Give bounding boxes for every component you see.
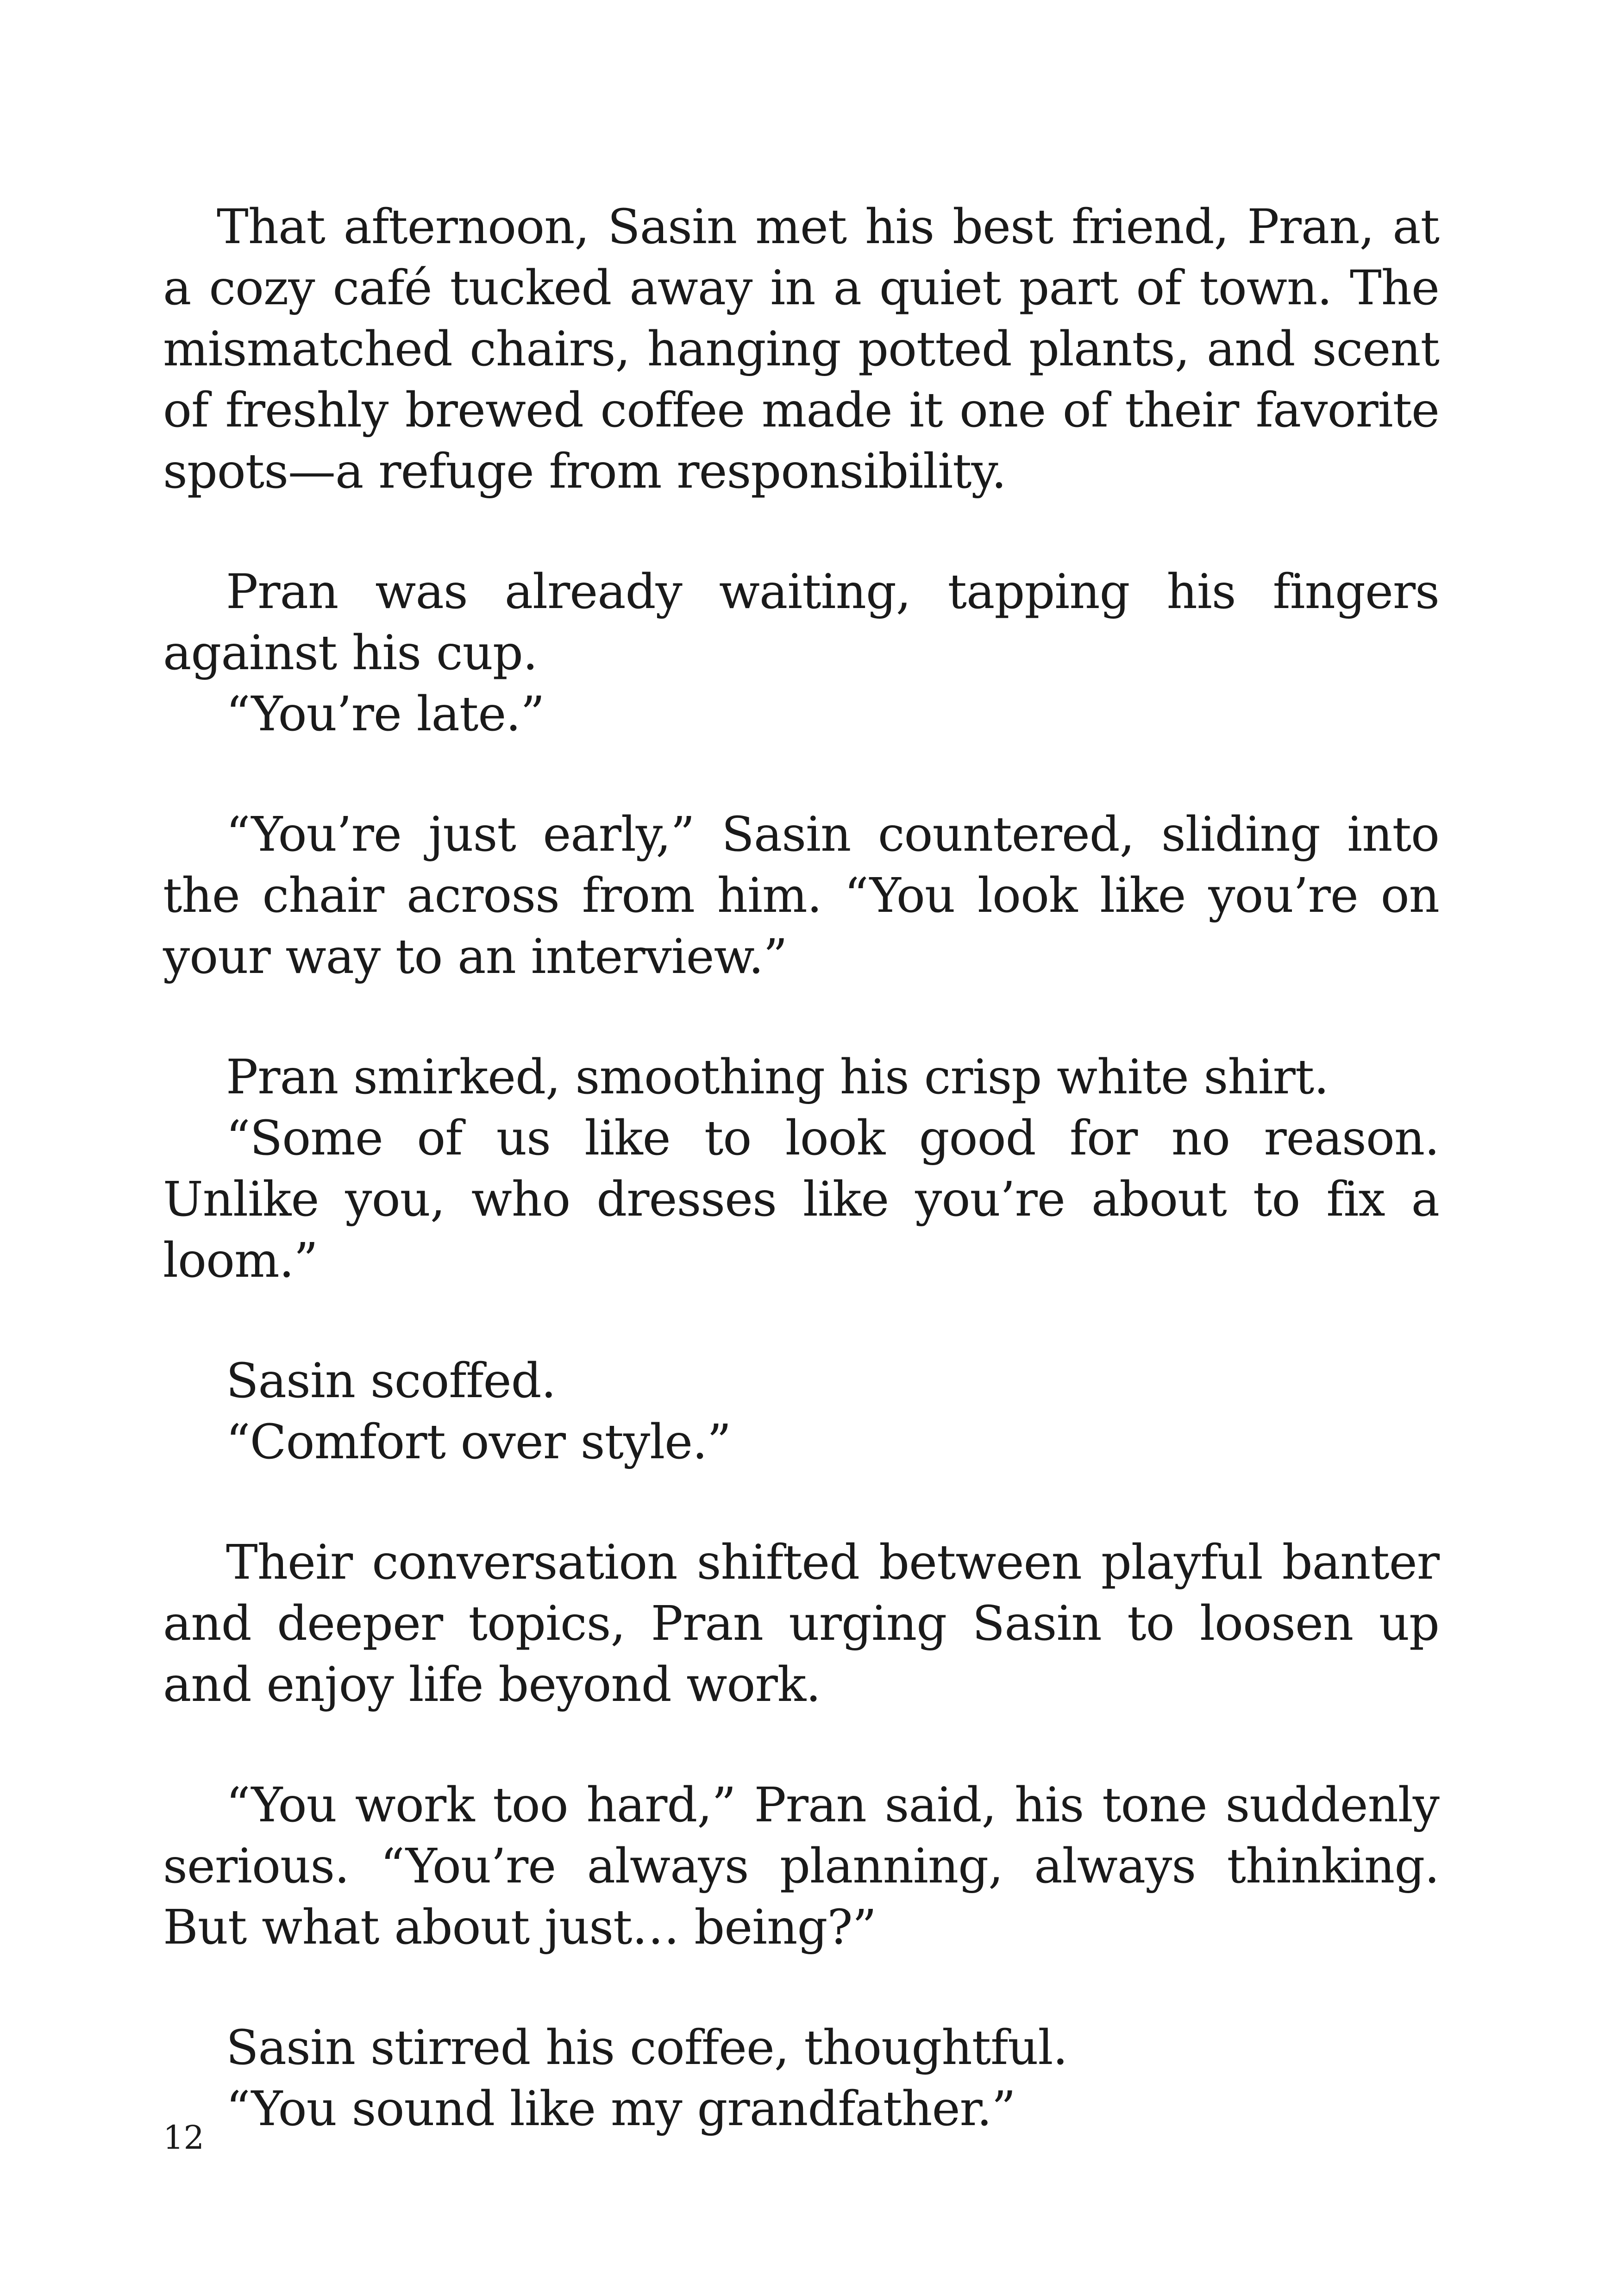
- paragraph: Sasin scoffed.: [226, 1353, 556, 1409]
- paragraph: That afternoon, Sasin met his best friend, Pran, at a cozy café tucked away in a quiet part of town. The mismatched chairs, hanging potted plants, and scent of freshly brewed coffee made it one of their favorite spots—a refuge from responsibility.: [163, 199, 1439, 499]
- dialogue-line: “You sound like my grandfather.”: [226, 2081, 1015, 2137]
- dialogue-line: “Some of us like to look good for no reason. Unlike you, who dresses like you’re about to fix a loom.”: [163, 1110, 1439, 1288]
- page-number: 12: [163, 2119, 205, 2157]
- body-text: [163, 196, 1439, 2139]
- paragraph: Their conversation shifted between playful banter and deeper topics, Pran urging Sasin to loosen up and enjoy life beyond work.: [163, 1535, 1439, 1713]
- paragraph: “You’re just early,” Sasin countered, sliding into the chair across from him. “You look like you’re on your way to an interview.”: [163, 807, 1439, 985]
- dialogue-line: “You’re late.”: [226, 686, 545, 742]
- paragraph: “You work too hard,” Pran said, his tone suddenly serious. “You’re always planning, always thinking. But what about just… being?”: [163, 1777, 1439, 1955]
- paragraph: Pran was already waiting, tapping his fingers against his cup.: [163, 564, 1439, 681]
- dialogue-line: “Comfort over style.”: [226, 1414, 731, 1470]
- paragraph: Pran smirked, smoothing his crisp white shirt.: [226, 1049, 1329, 1105]
- paragraph: Sasin stirred his coffee, thoughtful.: [226, 2020, 1068, 2076]
